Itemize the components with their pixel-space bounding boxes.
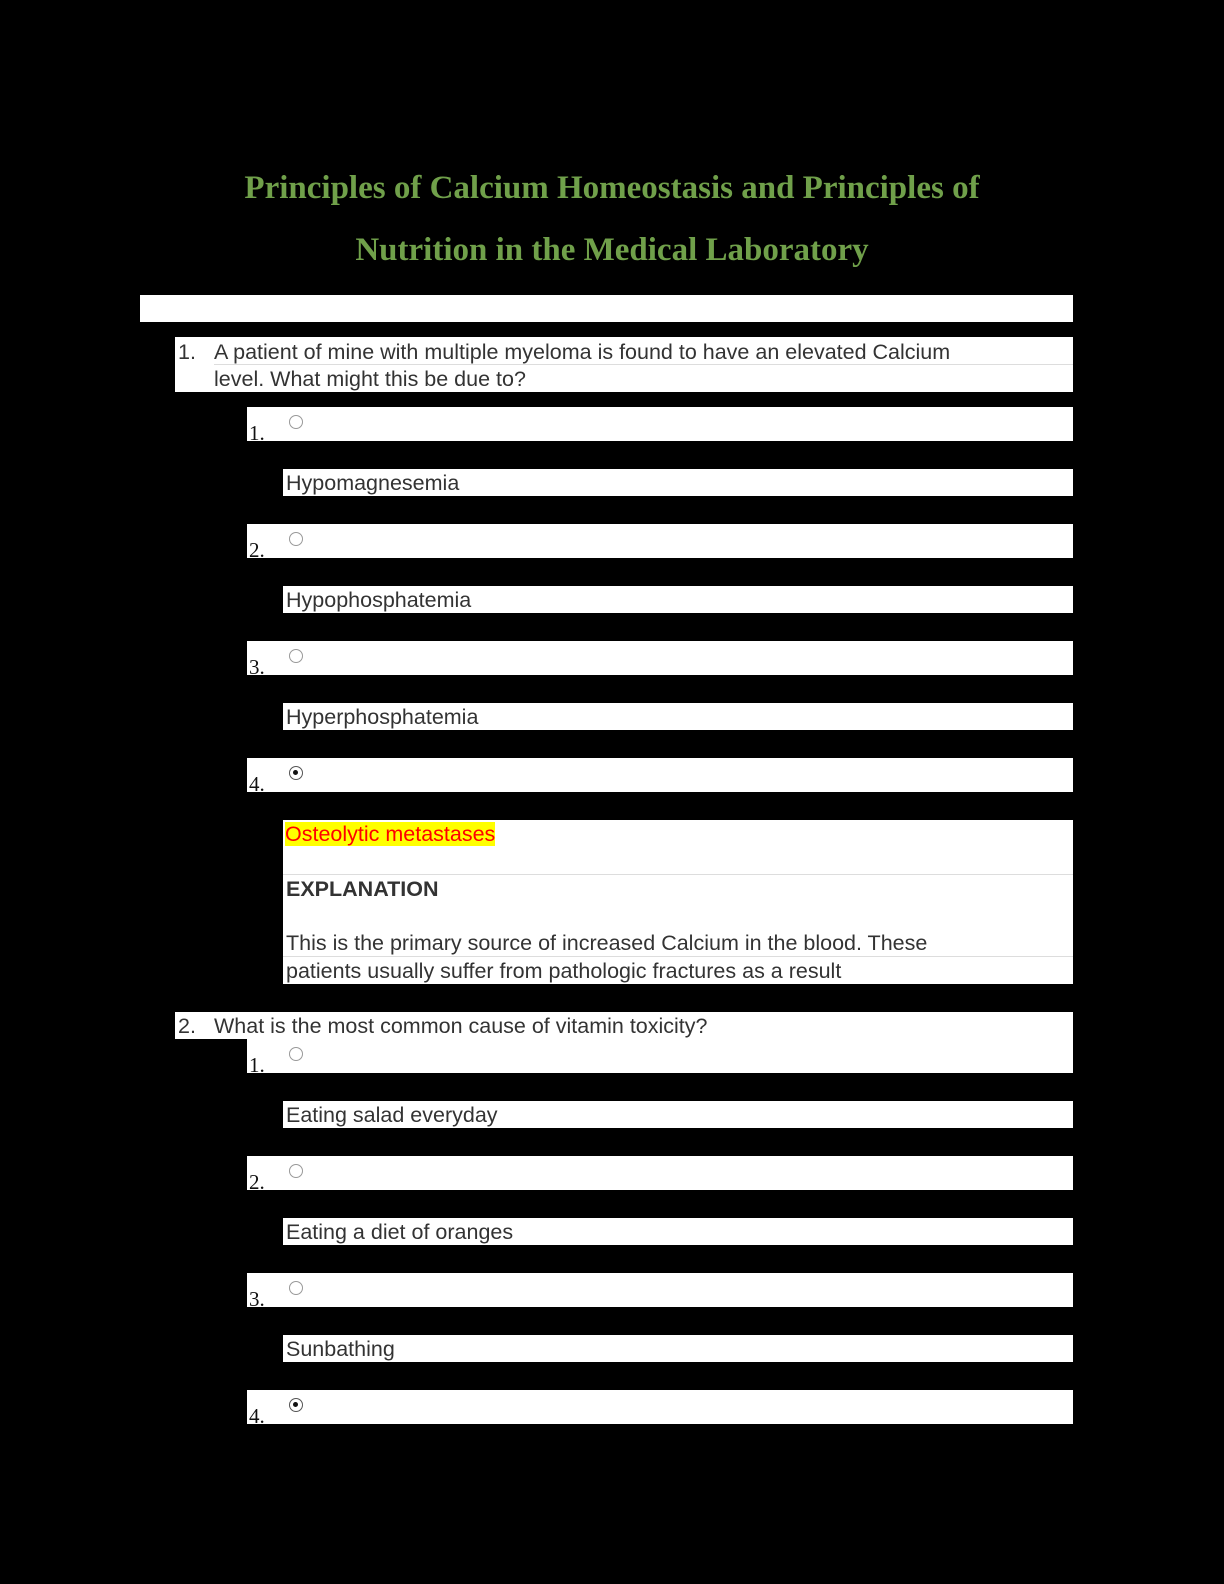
q2-option-3-radio-row[interactable] — [247, 1273, 1073, 1307]
q2-option-3-number: 3. — [249, 1287, 265, 1311]
q2-option-2-radio[interactable] — [289, 1164, 303, 1178]
q1-option-2-radio-row[interactable] — [247, 524, 1073, 558]
header-divider-bar — [140, 295, 1073, 322]
q2-option-1-number: 1. — [249, 1053, 265, 1077]
page-title-line-1: Principles of Calcium Homeostasis and Principles of — [244, 170, 980, 206]
q1-option-2-radio[interactable] — [289, 532, 303, 546]
q1-option-3-radio[interactable] — [289, 649, 303, 663]
question-1-text-line-2: level. What might this be due to? — [214, 367, 526, 391]
page-title-line-2: Nutrition in the Medical Laboratory — [355, 232, 869, 268]
q1-option-3-number: 3. — [249, 655, 265, 679]
q1-explanation-separator-2 — [283, 956, 1073, 957]
q1-explanation-separator-1 — [283, 874, 1073, 875]
q1-option-3-radio-row[interactable] — [247, 641, 1073, 675]
q2-option-3-label: Sunbathing — [286, 1337, 395, 1361]
q1-option-2-number: 2. — [249, 538, 265, 562]
q2-option-3-label-box — [283, 1335, 1073, 1362]
q1-option-2-label: Hypophosphatemia — [286, 588, 472, 612]
q2-option-3-radio[interactable] — [289, 1281, 303, 1295]
q1-explanation-line-1: This is the primary source of increased Calcium in the blood. These — [286, 931, 928, 955]
q1-option-4-radio-row[interactable] — [247, 758, 1073, 792]
q2-option-1-radio[interactable] — [289, 1047, 303, 1061]
q2-option-4-radio-row[interactable] — [247, 1390, 1073, 1424]
q1-option-3-label: Hyperphosphatemia — [286, 705, 479, 729]
q1-option-1-radio[interactable] — [289, 415, 303, 429]
question-2-number: 2. — [178, 1014, 196, 1038]
q1-explanation-heading: EXPLANATION — [286, 877, 439, 901]
q1-option-4-label-wrapper — [285, 821, 495, 848]
q2-option-2-label: Eating a diet of oranges — [286, 1220, 514, 1244]
question-1-number: 1. — [178, 340, 196, 364]
q2-option-2-radio-row[interactable] — [247, 1156, 1073, 1190]
q2-option-2-number: 2. — [249, 1170, 265, 1194]
q1-option-1-radio-row[interactable] — [247, 407, 1073, 441]
question-1-text-line-1: A patient of mine with multiple myeloma is found to have an elevated Calcium — [214, 340, 951, 364]
question-1-line-separator — [214, 364, 1073, 365]
q2-option-4-number: 4. — [249, 1404, 265, 1428]
question-2-text: What is the most common cause of vitamin toxicity? — [214, 1014, 708, 1038]
q1-option-4-number: 4. — [249, 772, 265, 796]
q1-option-4-radio-selected[interactable] — [289, 766, 303, 780]
q2-option-4-radio-selected[interactable] — [289, 1398, 303, 1412]
q1-option-1-number: 1. — [249, 421, 265, 445]
q1-option-1-label: Hypomagnesemia — [286, 471, 460, 495]
q2-option-1-radio-row[interactable] — [247, 1039, 1073, 1073]
q1-option-4-label-highlighted: Osteolytic metastases — [285, 822, 496, 846]
q1-explanation-line-2: patients usually suffer from pathologic fractures as a result — [286, 959, 842, 983]
q2-option-1-label: Eating salad everyday — [286, 1103, 498, 1127]
